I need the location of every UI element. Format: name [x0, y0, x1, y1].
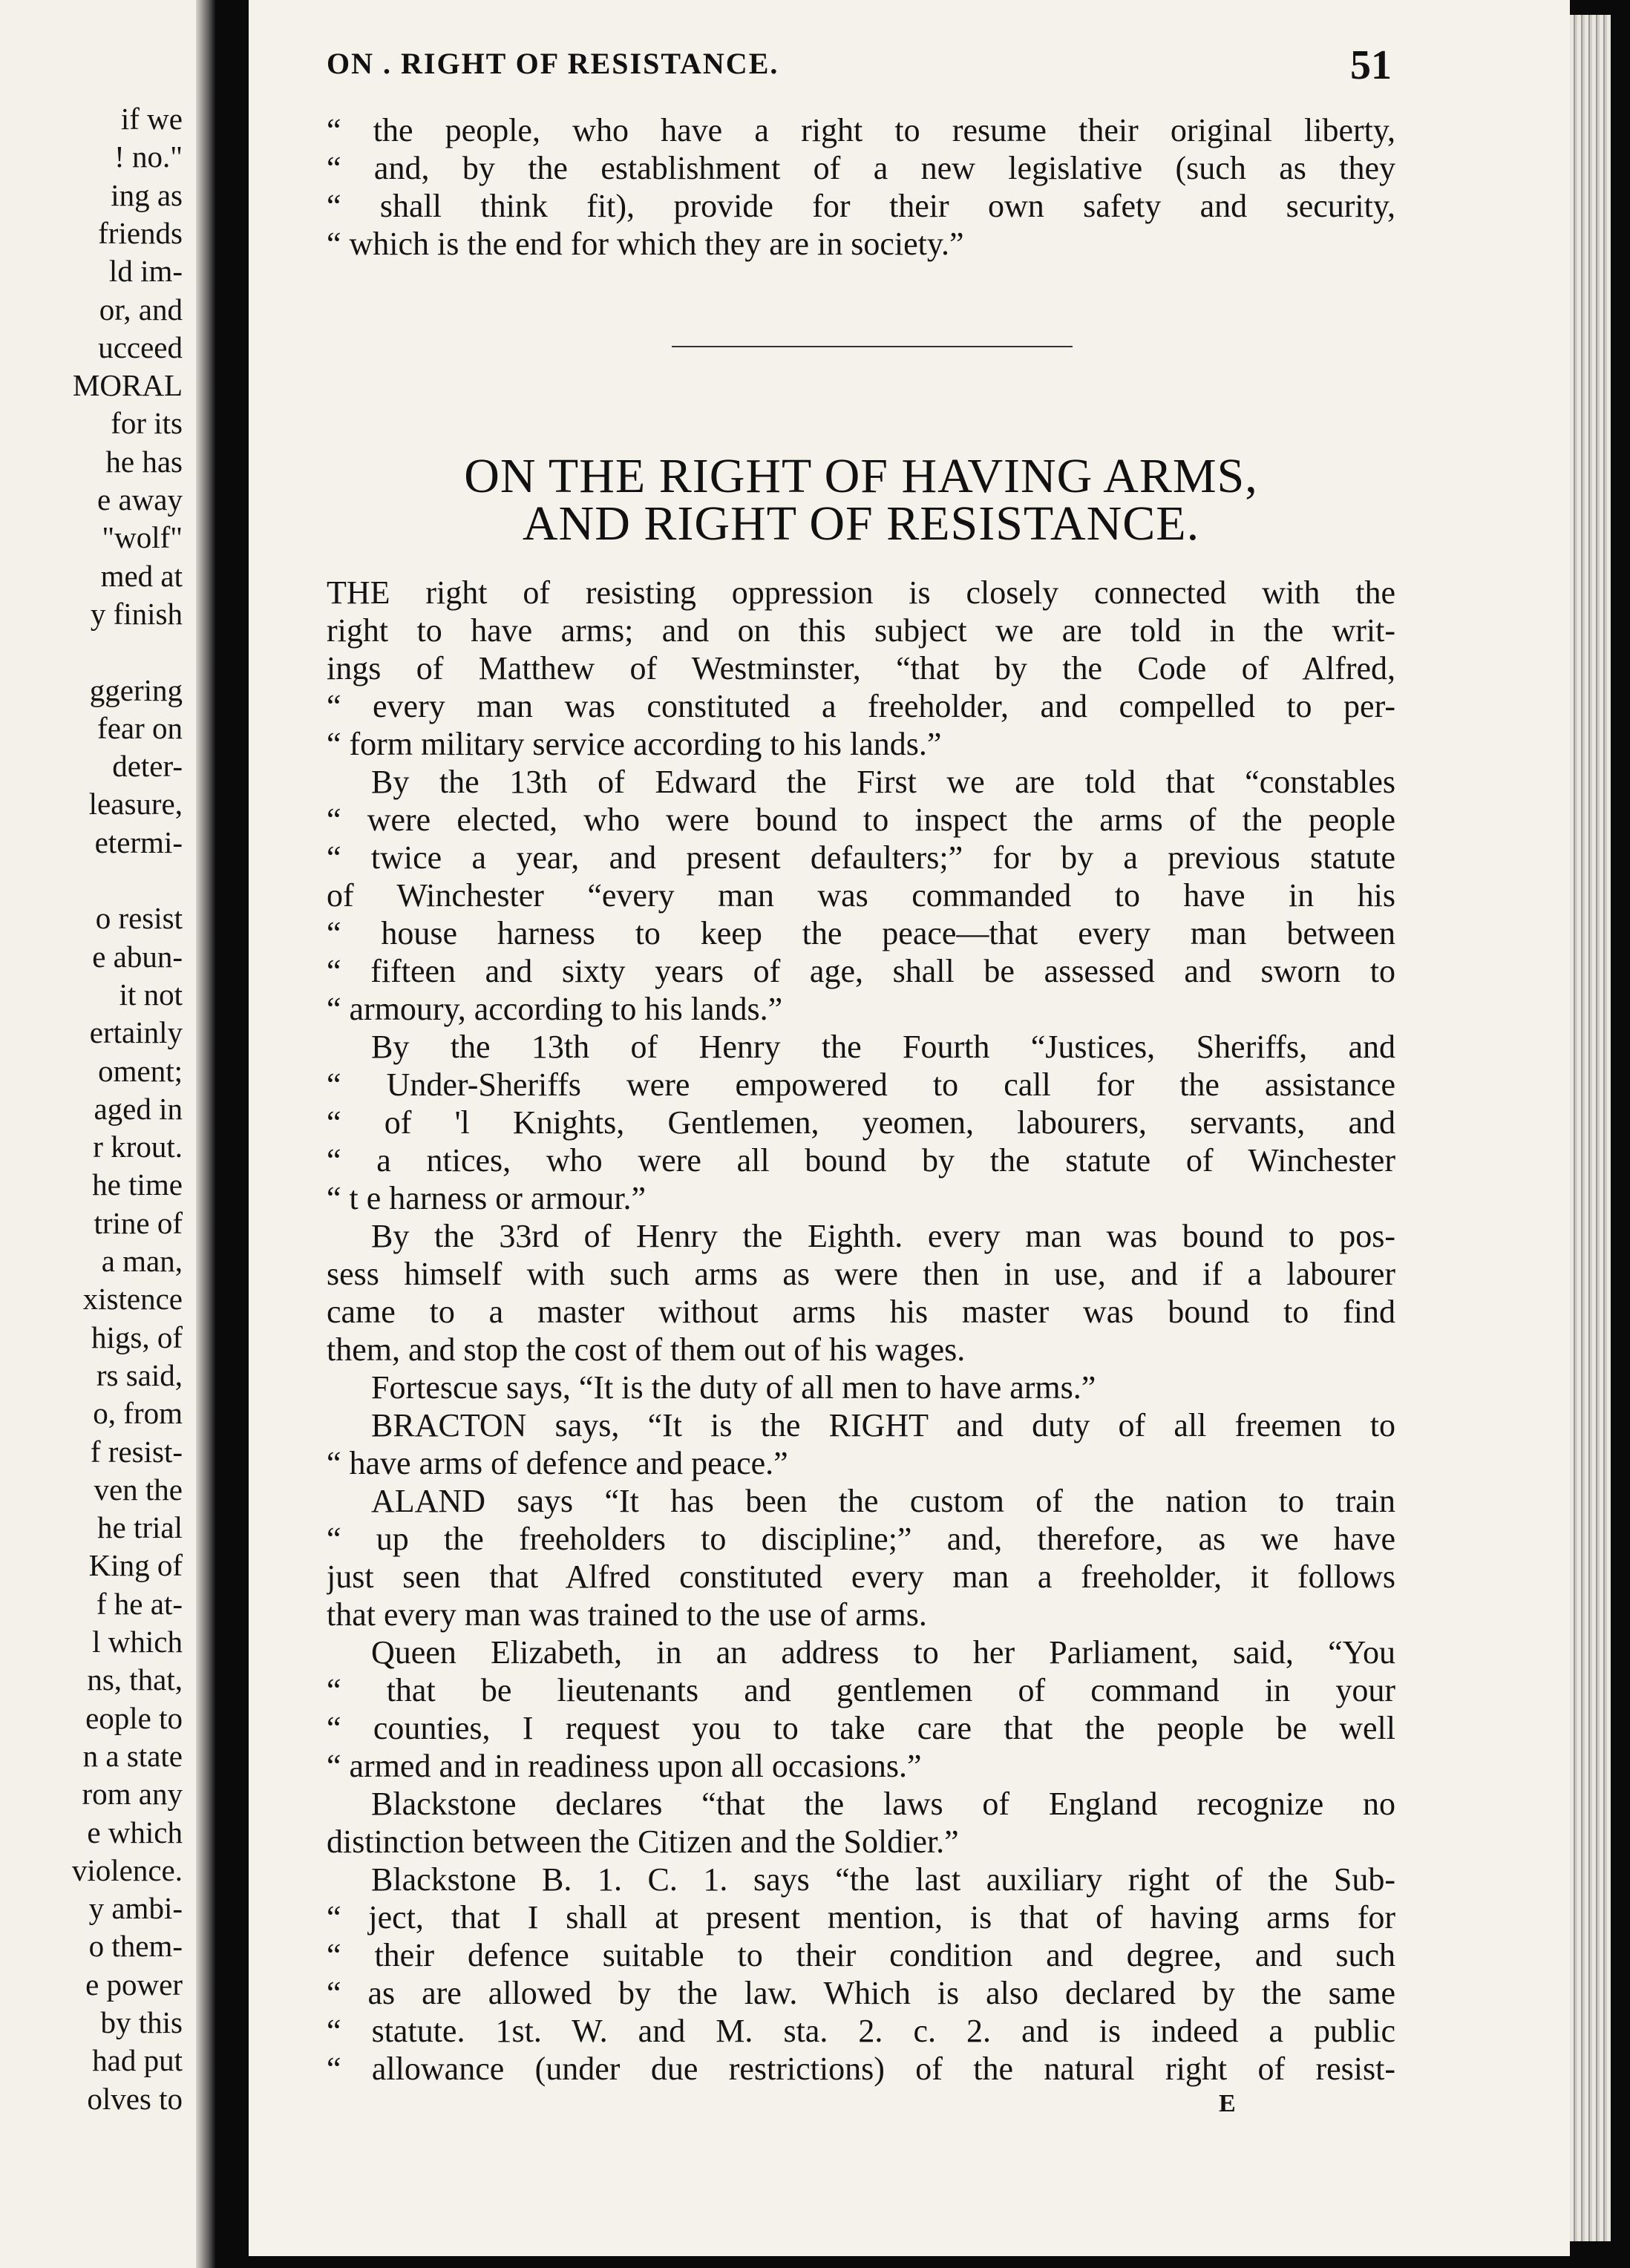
body-line: BRACTON says, “It is the RIGHT and duty of all freemen to [371, 1407, 1395, 1443]
body-line: them, and stop the cost of them out of his wages. [327, 1331, 966, 1368]
body-line: THE right of resisting oppression is closely connected with the [327, 574, 1395, 611]
body-line: “ allowance (under due restrictions) of the natural right of resist- [327, 2051, 1395, 2087]
left-fragment-line: y finish [90, 596, 183, 631]
section-title-line-2: AND RIGHT OF RESISTANCE. [522, 496, 1200, 551]
left-fragment-line: "wolf" [102, 520, 183, 555]
body-line: “ fifteen and sixty years of age, shall be assessed and sworn to [327, 953, 1395, 989]
body-line: of Winchester “every man was commanded to have in his [327, 877, 1395, 914]
body-line: “ t e harness or armour.” [327, 1180, 647, 1216]
body-line: Blackstone B. 1. C. 1. says “the last auxiliary right of the Sub- [371, 1861, 1395, 1898]
body-line: “ a ntices, who were all bound by the statute of Winchester [327, 1142, 1395, 1179]
body-line: “ form military service according to his lands.” [327, 726, 942, 762]
left-fragment-line: etermi- [94, 825, 183, 859]
left-fragment-line: med at [100, 558, 183, 593]
body-line: Fortescue says, “It is the duty of all men to have arms.” [371, 1369, 1096, 1406]
body-line: ings of Matthew of Westminster, “that by the Code of Alfred, [327, 650, 1395, 686]
body-line: “ statute. 1st. W. and M. sta. 2. c. 2. and is indeed a public [327, 2013, 1395, 2049]
left-fragment-line: r krout. [93, 1130, 183, 1164]
body-line: “ house harness to keep the peace—that every man between [327, 915, 1395, 951]
left-fragment-line: fear on [97, 710, 183, 745]
left-fragment-line: deter- [112, 749, 183, 784]
body-line: distinction between the Citizen and the Soldier.” [327, 1823, 959, 1860]
body-line: that every man was trained to the use of arms. [327, 1596, 927, 1633]
section-divider [672, 346, 1073, 347]
left-fragment-line: ertainly [89, 1015, 183, 1050]
left-fragment-line: o, from [93, 1396, 183, 1431]
left-fragment-line: f resist- [90, 1434, 183, 1469]
body-line: “ were elected, who were bound to inspect the arms of the people [327, 802, 1395, 838]
book-gutter [215, 0, 249, 2268]
left-fragment-line: ns, that, [87, 1662, 183, 1697]
body-line: “ of 'l Knights, Gentlemen, yeomen, labourers, servants, and [327, 1104, 1395, 1141]
body-line: “ counties, I request you to take care that the people be well [327, 1710, 1395, 1746]
left-fragment-line: olves to [87, 2081, 183, 2116]
left-fragment-line: e power [85, 1967, 183, 2002]
left-fragment-line: had put [92, 2043, 183, 2078]
left-fragment-line: o them- [88, 1929, 183, 1964]
left-page-fragment [0, 0, 215, 2268]
body-line: Blackstone declares “that the laws of England recognize no [371, 1786, 1395, 1822]
left-fragment-line: ggering [89, 672, 183, 707]
left-fragment-line: King of [88, 1548, 183, 1583]
left-fragment-line: he has [105, 444, 183, 479]
left-fragment-line: MORAL [72, 368, 183, 403]
quote-line: “ and, by the establishment of a new legislative (such as they [327, 150, 1395, 186]
left-fragment-line: o resist [95, 901, 183, 936]
left-fragment-line: rom any [82, 1777, 183, 1812]
body-line: “ that be lieutenants and gentlemen of command in your [327, 1672, 1395, 1708]
left-fragment-line: if we [120, 102, 183, 136]
left-fragment-line: ld im- [108, 254, 183, 289]
left-fragment-line: leasure, [88, 787, 183, 822]
body-line: just seen that Alfred constituted every man a freeholder, it follows [327, 1559, 1395, 1595]
section-title-line-1: ON THE RIGHT OF HAVING ARMS, [464, 449, 1258, 503]
body-line: “ armed and in readiness upon all occasions.” [327, 1748, 922, 1784]
left-fragment-line: y ambi- [88, 1891, 183, 1926]
left-fragment-line: a man, [101, 1244, 183, 1278]
quote-line: “ the people, who have a right to resume their original liberty, [327, 112, 1395, 148]
body-line: “ their defence suitable to their condition and degree, and such [327, 1937, 1395, 1973]
body-line: “ Under-Sheriffs were empowered to call for the assistance [327, 1066, 1395, 1103]
left-fragment-line: he trial [97, 1510, 183, 1545]
left-fragment-line: he time [92, 1167, 183, 1202]
left-fragment-line: eople to [85, 1700, 183, 1735]
left-fragment-line: e away [97, 482, 183, 517]
left-fragment-line: violence. [71, 1852, 183, 1887]
section-body [327, 574, 1395, 2088]
left-fragment-line: xistence [82, 1282, 183, 1317]
quote-line: “ shall think fit), provide for their own safety and security, [327, 188, 1395, 224]
body-line: “ every man was constituted a freeholder, and compelled to per- [327, 688, 1395, 724]
body-line: came to a master without arms his master was bound to find [327, 1294, 1395, 1330]
body-line: “ as are allowed by the law. Which is also declared by the same [327, 1975, 1395, 2011]
left-fragment-line: ing as [111, 177, 183, 212]
page-number: 51 [1350, 42, 1392, 88]
body-line: ALAND says “It has been the custom of the nation to train [371, 1483, 1395, 1519]
running-title: ON . RIGHT OF RESISTANCE. [327, 47, 779, 80]
left-fragment-line: ven the [94, 1472, 183, 1507]
signature-mark: E [1219, 2090, 1236, 2117]
body-line: Queen Elizabeth, in an address to her Parliament, said, “You [371, 1634, 1395, 1671]
left-fragment-line: higs, of [91, 1320, 183, 1354]
left-fragment-line: trine of [94, 1205, 183, 1240]
left-fragment-line: l which [92, 1625, 183, 1659]
left-fragment-line: rs said, [96, 1357, 183, 1392]
section-title [327, 449, 1395, 551]
left-page-edge [196, 0, 215, 2268]
body-line: “ up the freeholders to discipline;” and, therefore, as we have [327, 1521, 1395, 1557]
left-fragment-line: by this [100, 2005, 183, 2039]
page-edge-stack [1570, 15, 1611, 2241]
body-line: “ armoury, according to his lands.” [327, 991, 783, 1027]
body-line: By the 13th of Henry the Fourth “Justices, Sheriffs, and [371, 1029, 1395, 1065]
left-fragment-line: or, and [99, 292, 183, 327]
running-header [327, 42, 1414, 88]
left-fragment-line: n a state [82, 1738, 183, 1773]
left-fragment-line: aged in [94, 1091, 183, 1126]
left-fragment-line: f he at- [96, 1586, 183, 1621]
left-fragment-line: for its [111, 406, 183, 441]
body-line: By the 13th of Edward the First we are told that “constables [371, 764, 1395, 800]
left-fragment-line: it not [119, 977, 183, 1012]
body-line: “ have arms of defence and peace.” [327, 1445, 788, 1481]
left-fragment-line: e which [87, 1815, 183, 1849]
body-line: sess himself with such arms as were then in use, and if a labourer [327, 1256, 1395, 1292]
closing-quote-block [327, 111, 1395, 263]
body-line: “ twice a year, and present defaulters;” for by a previous statute [327, 839, 1395, 876]
left-fragment-line: ! no." [114, 140, 183, 174]
left-fragment-line: friends [98, 215, 183, 250]
quote-line: “ which is the end for which they are in society.” [327, 226, 964, 262]
left-fragment-line: e abun- [92, 939, 183, 974]
left-fragment-line: ucceed [98, 330, 183, 364]
body-line: By the 33rd of Henry the Eighth. every man was bound to pos- [371, 1218, 1395, 1254]
body-line: right to have arms; and on this subject we are told in the writ- [327, 612, 1395, 649]
left-fragment-line: oment; [98, 1053, 183, 1088]
body-line: “ ject, that I shall at present mention, is that of having arms for [327, 1899, 1395, 1936]
